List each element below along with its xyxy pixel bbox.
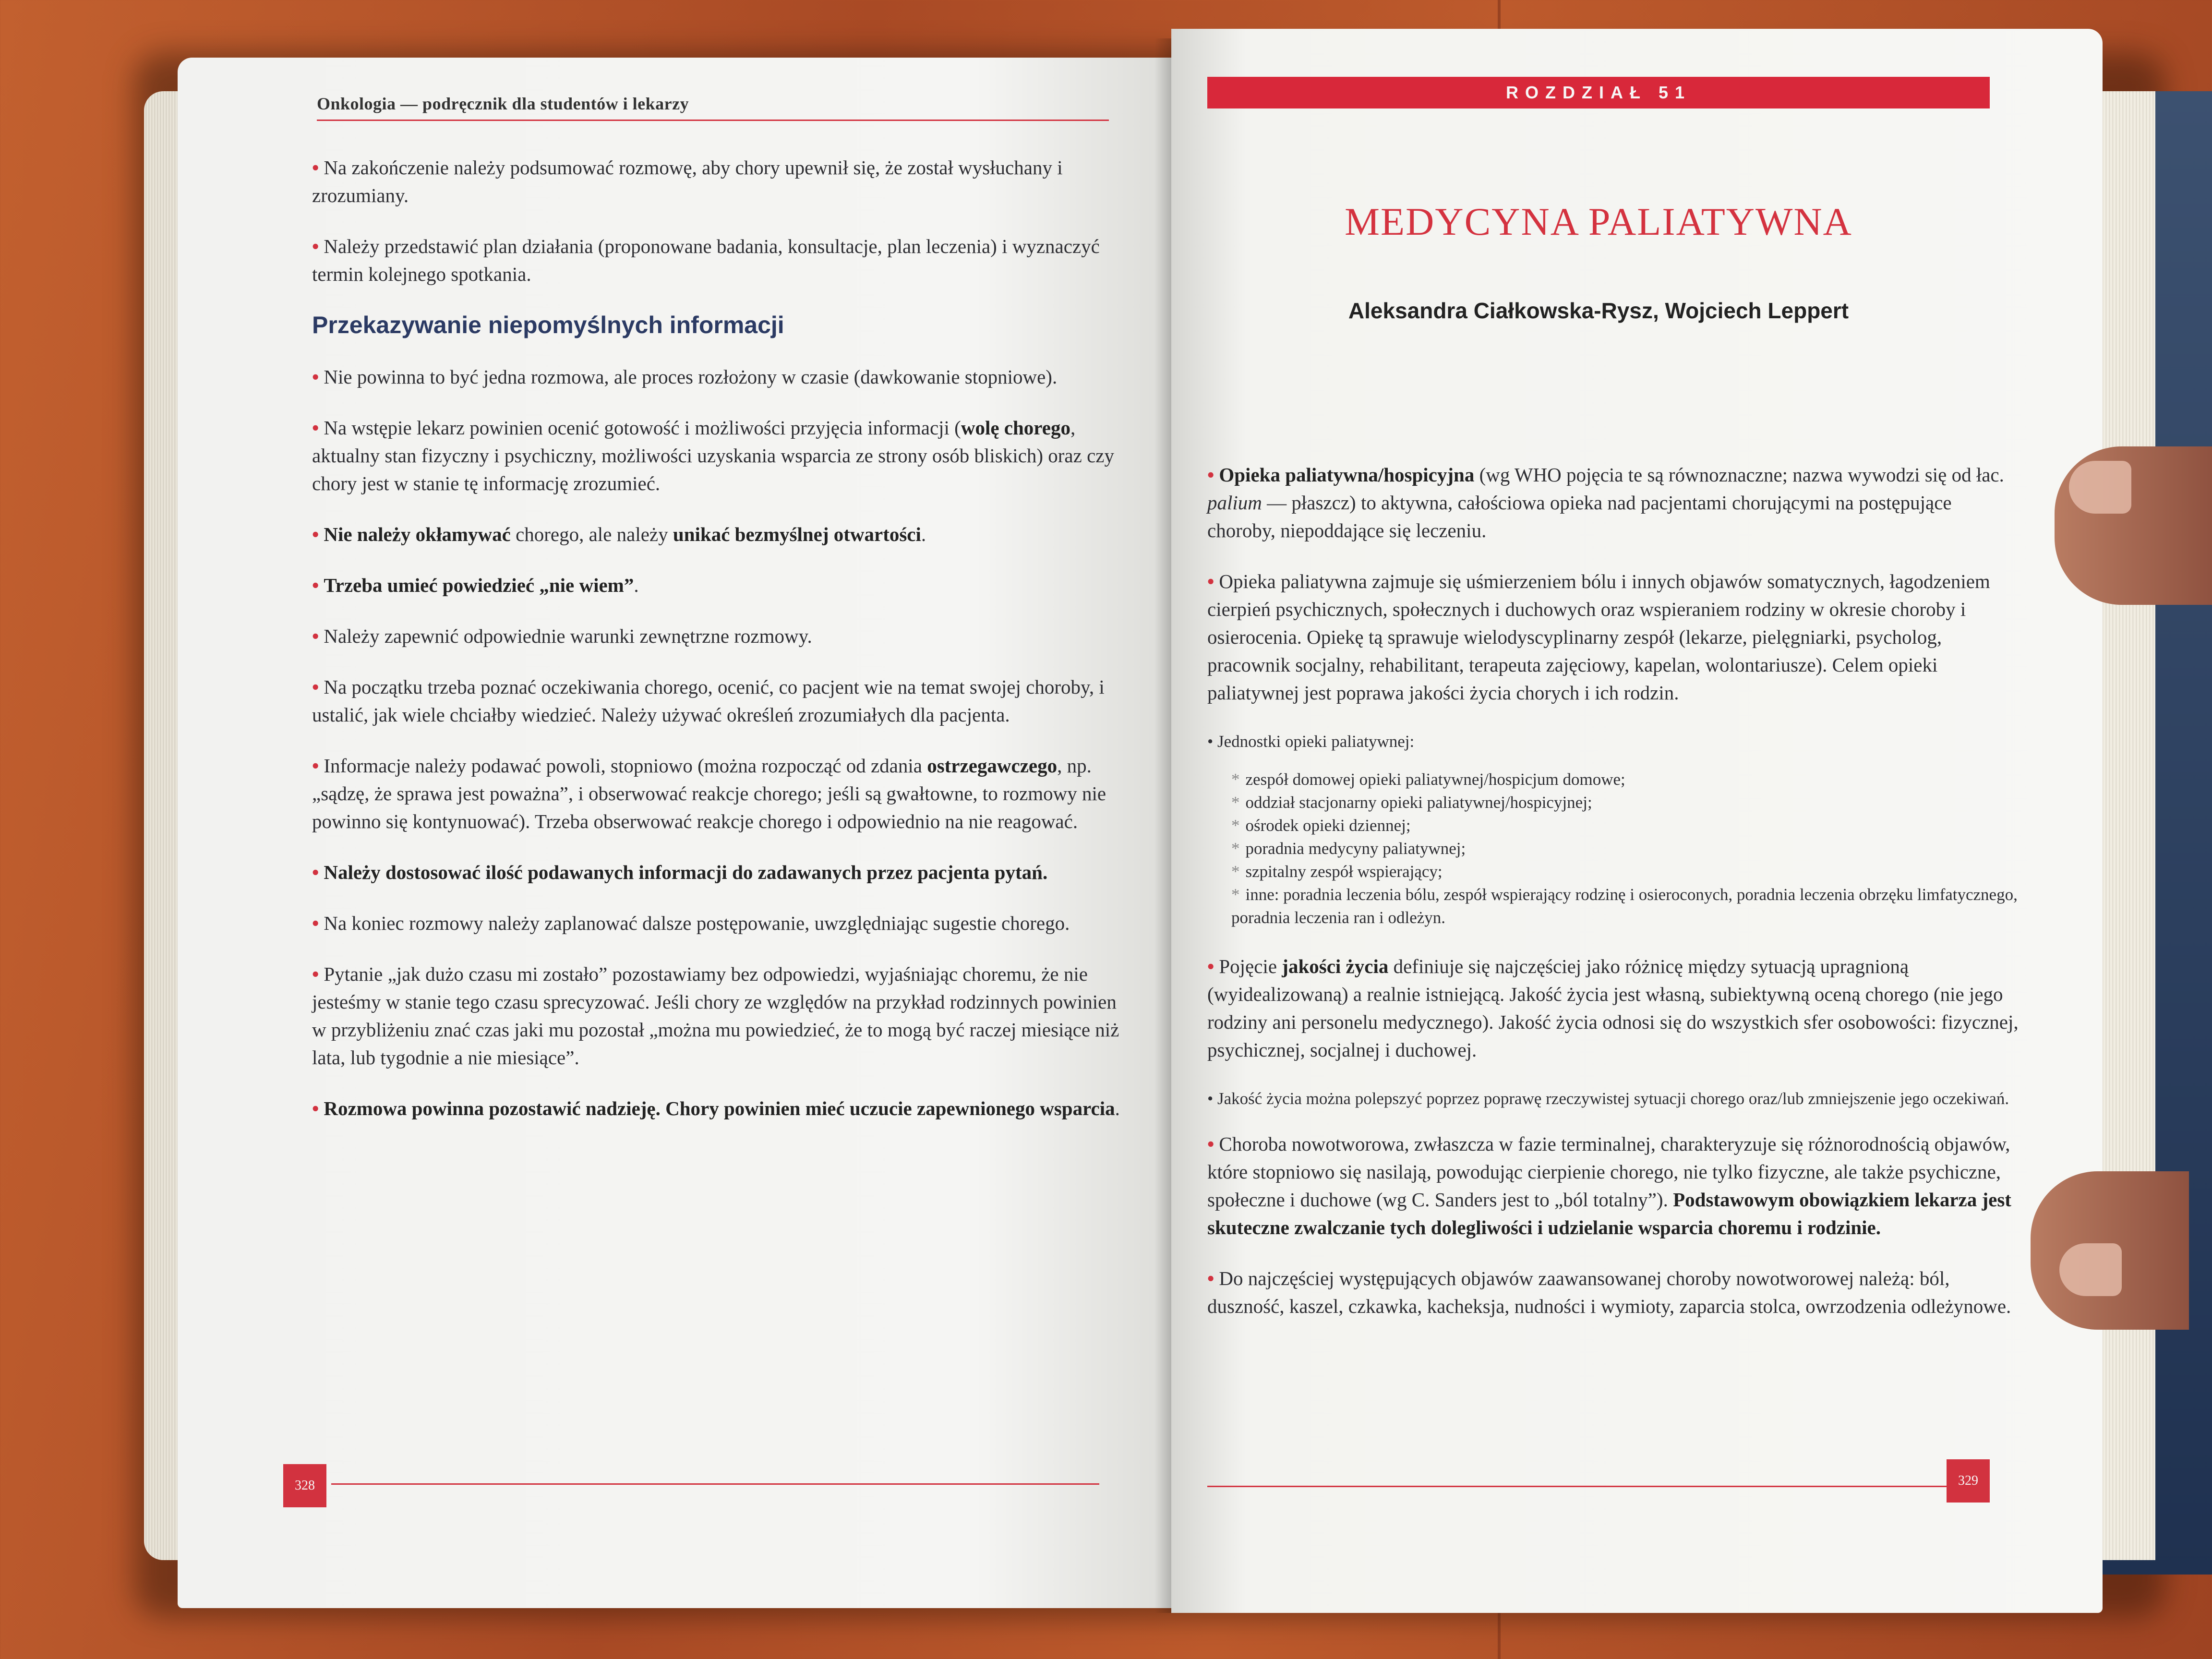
page-number: 328 [283,1464,326,1507]
asterisk-bullet-icon: * [1231,793,1240,812]
bullet-icon: • [1207,955,1214,977]
bullet-icon: • [312,417,319,439]
list-item: • Opieka paliatywna zajmuje się uśmierzeniem bólu i innych objawów somatycznych, łagodzeniem cierpień psychicznych, społecznych i duchowych oraz wspieraniem rodziny w okresie choroby i osierocenia. Opiekę tą sprawuje wielodyscyplinarny zespół (lekarze, pielęgniarki, psycholog, pracownik socjalny, rehabilitant, terapeuta zajęciowy, kapelan, wolontariusze). Celem opieki paliatywnej jest poprawa jakości życia chorych i ich rodzin. [1207,570,1990,704]
bullet-icon: • [312,156,319,179]
asterisk-bullet-icon: * [1231,770,1240,789]
list-item: * oddział stacjonarny opieki paliatywnej/hospicyjnej; [1231,793,1592,812]
fingernail [2069,461,2131,514]
list-item: * poradnia medycyny paliatywnej; [1231,839,1466,858]
list-item: * inne: poradnia leczenia bólu, zespół wspierający rodzinę i osieroconych, poradnia leczenia obrzęku limfatycznego, poradnia leczenia ran i odleżyn. [1231,885,2018,927]
bullet-icon: • [312,861,319,883]
list-item: • Należy zapewnić odpowiednie warunki zewnętrzne rozmowy. [312,625,812,647]
asterisk-bullet-icon: * [1231,862,1240,881]
list-item: • Nie należy okłamywać chorego, ale należy unikać bezmyślnej otwartości. [312,523,926,545]
running-head: Onkologia — podręcznik dla studentów i lekarzy [317,94,1109,121]
list-item: • Opieka paliatywna/hospicyjna (wg WHO pojęcia te są równoznaczne; nazwa wywodzi się od łac. palium — płaszcz) to aktywna, całościowa opieka nad pacjentami chorującymi na postępujące choroby, niepoddające się leczeniu. [1207,464,2004,541]
list-item: * ośrodek opieki dziennej; [1231,816,1411,835]
chapter-authors: Aleksandra Ciałkowska-Rysz, Wojciech Leppert [1348,298,1849,323]
list-item: • Na zakończenie należy podsumować rozmowę, aby chory upewnił się, że został wysłuchany i zrozumiany. [312,156,1063,206]
page-number: 329 [1947,1459,1990,1503]
units-intro: • Jednostki opieki paliatywnej: [1207,732,1415,751]
bullet-icon: • [312,963,319,985]
bullet-icon: • [312,755,319,777]
bullet-icon: • [312,574,319,596]
list-item: * szpitalny zespół wspierający; [1231,862,1443,881]
list-item: • Na koniec rozmowy należy zaplanować dalsze postępowanie, uwzględniając sugestie chorego. [312,912,1070,934]
units-list [1207,768,2023,929]
list-item: • Na początku trzeba poznać oczekiwania chorego, ocenić, co pacjent wie na temat swojej choroby, i ustalić, jak wiele chciałby wiedzieć. Należy używać określeń zrozumiałych dla pacjenta. [312,676,1105,726]
asterisk-bullet-icon: * [1231,885,1240,904]
right-page-content [1207,461,2023,1343]
bullet-icon: • [312,1097,319,1119]
list-item: • Jakość życia można polepszyć poprzez poprawę rzeczywistej sytuacji chorego oraz/lub zmniejszenie jego oczekiwań. [1207,1089,2009,1108]
bullet-icon: • [312,912,319,934]
list-item: • Choroba nowotworowa, zwłaszcza w fazie terminalnej, charakteryzuje się różnorodnością objawów, które stopniowo się nasilają, powodując cierpienie chorego, nie tylko fizyczne, ale także psychiczne, społeczne i duchowe (wg C. Sanders jest to „ból totalny”). Podstawowym obowiązkiem lekarza jest skuteczne zwalczanie tych dolegliwości i udzielanie wsparcia choremu i rodzinie. [1207,1133,2011,1238]
bullet-icon: • [1207,1089,1218,1108]
list-item: • Pytanie „jak dużo czasu mi zostało” pozostawiamy bez odpowiedzi, wyjaśniając choremu, że nie jesteśmy w stanie tego czasu sprecyzować. Jeśli chory ze względów na przykład rodzinnych powinien w przybliżeniu znać czas jaki mu pozostał „można mu powiedzieć, że to mogą być raczej miesiące niż lata, lub tygodnie a nie miesiące”. [312,963,1119,1069]
list-item: • Należy dostosować ilość podawanych informacji do zadawanych przez pacjenta pytań. [312,861,1048,883]
list-item: • Informacje należy podawać powoli, stopniowo (można rozpocząć od zdania ostrzegawczego, np. „sądzę, że sprawa jest poważna”, i obserwować reakcje chorego; jeśli są gwałtowne, to rozmowy nie powinno się kontynuować). Trzeba obserwować reakcje chorego i odpowiednio na nie reagować. [312,755,1106,832]
bullet-icon: • [1207,1133,1214,1155]
bullet-icon: • [1207,464,1214,486]
list-item: • Trzeba umieć powiedzieć „nie wiem”. [312,574,639,596]
bullet-icon: • [1207,1267,1214,1289]
finger-top [2055,446,2212,605]
list-item: * zespół domowej opieki paliatywnej/hospicjum domowe; [1231,770,1625,789]
bullet-icon: • [1207,732,1218,751]
list-item: • Nie powinna to być jedna rozmowa, ale proces rozłożony w czasie (dawkowanie stopniowe). [312,366,1058,388]
footer-rule [331,1483,1099,1485]
bullet-icon: • [312,366,319,388]
fingernail [2059,1243,2122,1296]
bullet-icon: • [312,235,319,257]
chapter-label: ROZDZIAŁ 51 [1207,77,1990,108]
list-item: • Rozmowa powinna pozostawić nadzieję. Chory powinien mieć uczucie zapewnionego wsparcia. [312,1097,1120,1119]
bullet-icon: • [312,676,319,698]
bullet-icon: • [312,523,319,545]
right-page [1171,29,2103,1613]
footer-rule [1207,1486,1947,1487]
bullet-icon: • [312,625,319,647]
left-page-content [312,154,1123,1145]
list-item: • Na wstępie lekarz powinien ocenić gotowość i możliwości przyjęcia informacji (wolę chorego, aktualny stan fizyczny i psychiczny, możliwości uzyskania wsparcia ze strony osób bliskich) oraz czy chory jest w stanie tę informację zrozumieć. [312,417,1114,494]
finger-bottom [2031,1171,2189,1330]
left-page [178,58,1176,1608]
asterisk-bullet-icon: * [1231,816,1240,835]
asterisk-bullet-icon: * [1231,839,1240,858]
section-heading: Przekazywanie niepomyślnych informacji [312,312,784,338]
list-item: • Pojęcie jakości życia definiuje się najczęściej jako różnicę między sytuacją upragnioną (wyidealizowaną) a realnie istniejącą. Jakość życia jest własną, subiektywną oceną chorego (nie jego rodziny ani personelu medycznego). Jakość życia odnosi się do wszystkich sfer osobowości: fizycznej, psychicznej, socjalnej i duchowej. [1207,955,2019,1061]
list-item: • Do najczęściej występujących objawów zaawansowanej choroby nowotworowej należą: ból, duszność, kaszel, czkawka, kacheksja, nudności i wymioty, zaparcia stolca, owrzodzenia odleżynowe. [1207,1267,2011,1317]
bullet-icon: • [1207,570,1214,592]
list-item: • Należy przedstawić plan działania (proponowane badania, konsultacje, plan leczenia) i wyznaczyć termin kolejnego spotkania. [312,235,1100,285]
chapter-title: MEDYCYNA PALIATYWNA [1345,200,1852,243]
